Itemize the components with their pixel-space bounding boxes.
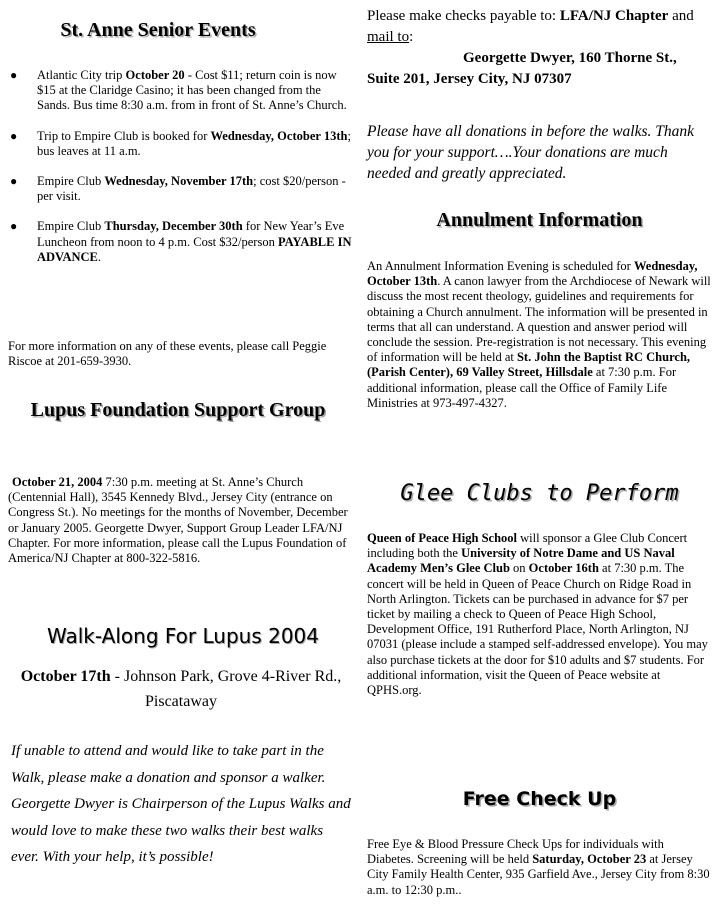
checkup-body — [367, 837, 712, 898]
lupus-support-title: Lupus Foundation Support Group — [30, 399, 326, 421]
senior-events-list — [8, 68, 352, 280]
list-item-emphasis: PAYABLE IN ADVANCE — [37, 234, 352, 264]
list-item — [8, 219, 352, 265]
list-item — [8, 68, 352, 114]
annulment-text: at 7:30 p.m. For additional information, please call the Office of Family Life Ministries at 973-497-4327. — [367, 365, 677, 410]
list-item-text: Empire Club — [37, 219, 105, 234]
annulment-text: . A canon lawyer from the Archdiocese of Newark will discuss the most recent theology, guidelines and requirements for obtaining a Church annulment. The information will be presented in terms that all can understand. A question and answer period will conclude the session. Pre-registration is not necessary. This evening of information will be held at — [367, 274, 711, 365]
checkup-text: Free Eye & Blood Pressure Check Ups for individuals with Diabetes. Screening will be held — [367, 837, 664, 867]
checks-payee: LFA/NJ Chapter — [559, 8, 669, 24]
senior-events-title: St. Anne Senior Events — [60, 19, 256, 41]
list-item — [8, 129, 352, 159]
bullet-icon: ● — [10, 68, 18, 82]
lupus-support-body — [8, 475, 352, 566]
annulment-title: Annulment Information — [436, 209, 643, 231]
walk-date: October 17th — [20, 668, 111, 685]
lupus-meeting-text: 7:30 p.m. meeting at St. Anne’s Church (Centennial Hall), 3545 Kennedy Blvd., Jersey City (entrance on Congress St.). No meetings for the months of November, December or January 2005. Georgette Dwyer, Support Group Leader LFA/NJ Chapter. For more information, please call the Lupus Foundation of America/NJ Chapter at 800-322-5816. — [8, 475, 348, 566]
annulment-text: An Annulment Information Evening is scheduled for — [367, 259, 634, 273]
glee-text: on — [509, 561, 529, 576]
glee-school: Queen of Peace High School — [367, 531, 517, 545]
list-item-date: Wednesday, October 13th — [210, 128, 348, 143]
list-item-text: ; bus leaves at 11 a.m. — [37, 128, 351, 158]
glee-text: will sponsor a Glee Club Concert including both the — [367, 531, 688, 561]
list-item-text: ; cost $20/person - per visit. — [37, 174, 346, 204]
checks-text: Please make checks payable to: — [367, 8, 560, 24]
glee-date: October 16th — [528, 561, 599, 576]
list-item-text: Trip to Empire Club is booked for — [37, 128, 211, 143]
walk-location: - Johnson Park, Grove 4-River Rd., Piscataway — [110, 668, 342, 710]
glee-title: Glee Clubs to Perform — [400, 481, 679, 506]
checkup-date: Saturday, October 23 — [532, 852, 647, 867]
checkup-text: at Jersey City Family Health Center, 935 Garfield Ave., Jersey City from 8:30 a.m. to 12:30 p.m.. — [367, 852, 710, 897]
checks-payable — [367, 6, 712, 90]
list-item — [8, 174, 352, 204]
annulment-body — [367, 259, 712, 411]
list-item-date: Thursday, December 30th — [104, 219, 243, 234]
lupus-meeting-date: October 21, 2004 — [12, 475, 103, 489]
list-item-date: October 20 — [125, 68, 185, 82]
bullet-icon: ● — [10, 128, 18, 143]
annulment-location: St. John the Baptist RC Church, (Parish Center), 69 Valley Street, Hillsdale — [367, 350, 691, 380]
walk-title: Walk-Along For Lupus 2004 — [47, 624, 319, 648]
glee-clubs: University of Notre Dame and US Naval Academy Men’s Glee Club — [367, 546, 675, 576]
annulment-date: Wednesday, October 13th — [367, 259, 698, 289]
walk-details — [8, 664, 354, 714]
list-item-date: Wednesday, November 17th — [104, 174, 254, 189]
list-item-text: . — [97, 249, 102, 264]
senior-events-footer: For more information on any of these events, please call Peggie Riscoe at 201-659-3930. — [8, 339, 327, 369]
checks-address: Georgette Dwyer, 160 Thorne St., Suite 201, Jersey City, NJ 07307 — [367, 50, 677, 87]
checks-text: : — [409, 29, 414, 45]
bullet-icon: ● — [10, 219, 18, 234]
donation-thanks: Please have all donations in before the walks. Thank you for your support….Your donations are much needed and greatly appreciated. — [367, 123, 695, 182]
walk-donation-note: If unable to attend and would like to take part in the Walk, please make a donation and sponsor a walker. Georgette Dwyer is Chairperson of the Lupus Walks and would love to make these two walks their best walks ever. With your help, it’s possible! — [11, 743, 351, 865]
checks-text: and — [668, 8, 694, 24]
checks-mail-label: mail to — [367, 29, 410, 45]
glee-body — [367, 531, 712, 698]
list-item-text: Empire Club — [37, 174, 105, 189]
list-item-text: - Cost $11; return coin is now $15 at the Claridge Casino; it has been changed from the Sands. Bus time 8:30 a.m. from in front of St. Anne’s Church. — [37, 68, 347, 113]
list-item-text: for New Year’s Eve Luncheon from noon to 4 p.m. Cost $32/person — [37, 219, 345, 249]
glee-text: at 7:30 p.m. The concert will be held in Queen of Peace Church on Ridge Road in North Arlington. Tickets can be purchased in advance for $7 per ticket by mailing a check to Queen of Peace High School, Development Office, 191 Rutherford Place, North Arlington, NJ 07031 (please include a stamped self-addressed envelope). You may also purchase tickets at the door for $10 adults and $7 students. For additional information, visit the Queen of Peace website at QPHS.org. — [367, 561, 708, 698]
list-item-text: Atlantic City trip — [37, 68, 126, 82]
checkup-title: Free Check Up — [462, 788, 617, 810]
bullet-icon: ● — [10, 174, 18, 189]
